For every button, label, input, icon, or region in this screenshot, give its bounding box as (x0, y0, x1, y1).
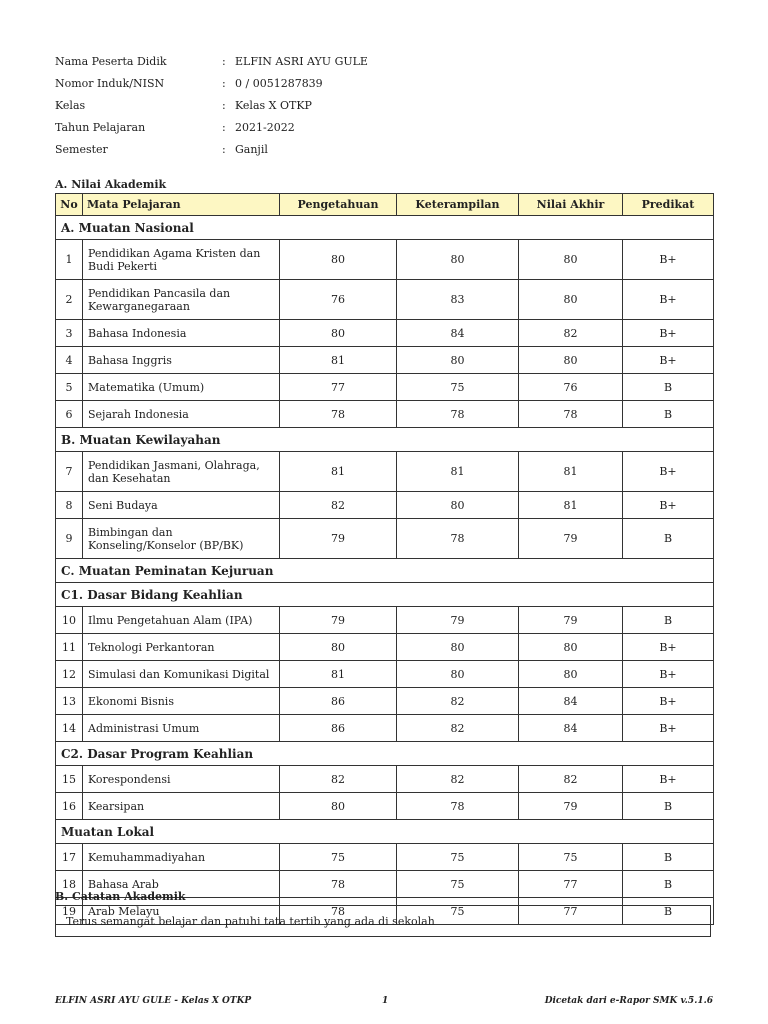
cell-subject: Pendidikan Jasmani, Olahraga, dan Kesehatan (83, 452, 280, 492)
cell-no: 9 (56, 519, 83, 559)
cell-final: 82 (519, 766, 623, 793)
header-skill: Keterampilan (397, 194, 519, 216)
cell-no: 3 (56, 320, 83, 347)
cell-subject: Bahasa Arab (83, 871, 280, 898)
cell-knowledge: 78 (280, 401, 397, 428)
table-group-row (56, 742, 714, 766)
table-group-row (56, 820, 714, 844)
cell-skill: 75 (397, 374, 519, 401)
student-identity (55, 54, 715, 164)
cell-no: 10 (56, 607, 83, 634)
cell-subject: Kearsipan (83, 793, 280, 820)
table-row (56, 401, 714, 428)
cell-predicate: B+ (623, 661, 714, 688)
identity-separator: : (222, 99, 226, 112)
cell-skill: 75 (397, 871, 519, 898)
cell-knowledge: 78 (280, 898, 397, 925)
group-heading: C. Muatan Peminatan Kejuruan (56, 559, 714, 583)
identity-value: 0 / 0051287839 (235, 77, 323, 90)
cell-final: 79 (519, 519, 623, 559)
cell-skill: 75 (397, 844, 519, 871)
cell-knowledge: 81 (280, 452, 397, 492)
cell-no: 4 (56, 347, 83, 374)
cell-knowledge: 82 (280, 492, 397, 519)
table-row (56, 766, 714, 793)
identity-label: Nomor Induk/NISN (55, 77, 165, 90)
cell-final: 79 (519, 607, 623, 634)
table-row (56, 240, 714, 280)
cell-knowledge: 81 (280, 347, 397, 374)
cell-final: 84 (519, 688, 623, 715)
cell-subject: Bimbingan dan Konseling/Konselor (BP/BK) (83, 519, 280, 559)
cell-skill: 82 (397, 715, 519, 742)
cell-predicate: B (623, 898, 714, 925)
cell-subject: Seni Budaya (83, 492, 280, 519)
cell-skill: 78 (397, 793, 519, 820)
cell-final: 78 (519, 401, 623, 428)
identity-row-semester (55, 142, 715, 164)
cell-subject: Matematika (Umum) (83, 374, 280, 401)
header-no: No (56, 194, 83, 216)
cell-no: 8 (56, 492, 83, 519)
cell-knowledge: 80 (280, 320, 397, 347)
cell-skill: 80 (397, 492, 519, 519)
header-final: Nilai Akhir (519, 194, 623, 216)
identity-label: Nama Peserta Didik (55, 55, 167, 68)
identity-value: ELFIN ASRI AYU GULE (235, 55, 368, 68)
group-heading: C2. Dasar Program Keahlian (56, 742, 714, 766)
cell-knowledge: 82 (280, 766, 397, 793)
table-row (56, 280, 714, 320)
cell-skill: 78 (397, 519, 519, 559)
cell-final: 80 (519, 240, 623, 280)
cell-knowledge: 76 (280, 280, 397, 320)
group-heading: A. Muatan Nasional (56, 216, 714, 240)
cell-no: 18 (56, 871, 83, 898)
footer-printed-by: Dicetak dari e-Rapor SMK v.5.1.6 (544, 996, 713, 1006)
cell-knowledge: 77 (280, 374, 397, 401)
cell-predicate: B (623, 519, 714, 559)
cell-subject: Bahasa Inggris (83, 347, 280, 374)
identity-separator: : (222, 77, 226, 90)
table-group-row (56, 583, 714, 607)
cell-skill: 80 (397, 634, 519, 661)
cell-subject: Bahasa Indonesia (83, 320, 280, 347)
cell-predicate: B+ (623, 280, 714, 320)
section-title-academic-grades: A. Nilai Akademik (55, 178, 167, 191)
cell-knowledge: 80 (280, 240, 397, 280)
table-group-row (56, 559, 714, 583)
table-row (56, 844, 714, 871)
cell-subject: Ilmu Pengetahuan Alam (IPA) (83, 607, 280, 634)
cell-final: 80 (519, 280, 623, 320)
table-group-row (56, 216, 714, 240)
identity-row-year (55, 120, 715, 142)
cell-no: 17 (56, 844, 83, 871)
cell-knowledge: 86 (280, 688, 397, 715)
cell-no: 12 (56, 661, 83, 688)
cell-no: 16 (56, 793, 83, 820)
cell-skill: 80 (397, 661, 519, 688)
cell-skill: 75 (397, 898, 519, 925)
cell-skill: 83 (397, 280, 519, 320)
cell-knowledge: 86 (280, 715, 397, 742)
cell-final: 77 (519, 898, 623, 925)
cell-skill: 78 (397, 401, 519, 428)
table-header-row (56, 194, 714, 216)
grades-table-body (56, 216, 714, 925)
table-row (56, 452, 714, 492)
cell-no: 15 (56, 766, 83, 793)
cell-final: 77 (519, 871, 623, 898)
identity-separator: : (222, 121, 226, 134)
group-heading: C1. Dasar Bidang Keahlian (56, 583, 714, 607)
cell-no: 13 (56, 688, 83, 715)
cell-subject: Pendidikan Pancasila dan Kewarganegaraan (83, 280, 280, 320)
cell-final: 79 (519, 793, 623, 820)
cell-no: 1 (56, 240, 83, 280)
identity-value: Ganjil (235, 143, 268, 156)
footer-page-number: 1 (382, 996, 389, 1006)
cell-predicate: B+ (623, 688, 714, 715)
cell-predicate: B (623, 871, 714, 898)
cell-predicate: B+ (623, 634, 714, 661)
identity-label: Kelas (55, 99, 86, 112)
page-footer (55, 996, 713, 1010)
identity-label: Semester (55, 143, 108, 156)
header-predicate: Predikat (623, 194, 714, 216)
header-knowledge: Pengetahuan (280, 194, 397, 216)
identity-separator: : (222, 55, 226, 68)
identity-row-nisn (55, 76, 715, 98)
cell-no: 2 (56, 280, 83, 320)
cell-no: 11 (56, 634, 83, 661)
cell-predicate: B (623, 793, 714, 820)
table-row (56, 492, 714, 519)
cell-final: 80 (519, 347, 623, 374)
cell-predicate: B (623, 374, 714, 401)
cell-final: 75 (519, 844, 623, 871)
cell-knowledge: 81 (280, 661, 397, 688)
cell-final: 82 (519, 320, 623, 347)
cell-subject: Ekonomi Bisnis (83, 688, 280, 715)
identity-separator: : (222, 143, 226, 156)
cell-predicate: B+ (623, 320, 714, 347)
cell-predicate: B+ (623, 492, 714, 519)
cell-skill: 80 (397, 347, 519, 374)
table-row (56, 320, 714, 347)
cell-predicate: B (623, 607, 714, 634)
cell-final: 84 (519, 715, 623, 742)
table-row (56, 519, 714, 559)
identity-row-name (55, 54, 715, 76)
cell-skill: 82 (397, 766, 519, 793)
cell-predicate: B+ (623, 452, 714, 492)
cell-subject: Sejarah Indonesia (83, 401, 280, 428)
cell-predicate: B (623, 401, 714, 428)
cell-knowledge: 75 (280, 844, 397, 871)
table-row (56, 661, 714, 688)
cell-no: 7 (56, 452, 83, 492)
table-row (56, 688, 714, 715)
identity-label: Tahun Pelajaran (55, 121, 146, 134)
table-row (56, 793, 714, 820)
cell-predicate: B+ (623, 766, 714, 793)
table-row (56, 607, 714, 634)
cell-final: 81 (519, 492, 623, 519)
cell-skill: 82 (397, 688, 519, 715)
cell-final: 80 (519, 661, 623, 688)
cell-subject: Arab Melayu (83, 898, 280, 925)
cell-predicate: B+ (623, 240, 714, 280)
cell-skill: 80 (397, 240, 519, 280)
group-heading: Muatan Lokal (56, 820, 714, 844)
cell-no: 19 (56, 898, 83, 925)
identity-value: 2021-2022 (235, 121, 295, 134)
cell-skill: 79 (397, 607, 519, 634)
cell-skill: 81 (397, 452, 519, 492)
cell-knowledge: 79 (280, 607, 397, 634)
cell-no: 5 (56, 374, 83, 401)
cell-knowledge: 80 (280, 634, 397, 661)
table-row (56, 634, 714, 661)
group-heading: B. Muatan Kewilayahan (56, 428, 714, 452)
identity-value: Kelas X OTKP (235, 99, 312, 112)
header-subject: Mata Pelajaran (83, 194, 280, 216)
cell-subject: Administrasi Umum (83, 715, 280, 742)
table-row (56, 374, 714, 401)
cell-final: 80 (519, 634, 623, 661)
footer-student-class: ELFIN ASRI AYU GULE - Kelas X OTKP (55, 996, 252, 1006)
table-row (56, 347, 714, 374)
cell-subject: Korespondensi (83, 766, 280, 793)
cell-subject: Kemuhammadiyahan (83, 844, 280, 871)
cell-skill: 84 (397, 320, 519, 347)
cell-subject: Pendidikan Agama Kristen dan Budi Pekerti (83, 240, 280, 280)
cell-no: 6 (56, 401, 83, 428)
cell-final: 81 (519, 452, 623, 492)
table-group-row (56, 428, 714, 452)
table-row (56, 715, 714, 742)
cell-predicate: B+ (623, 347, 714, 374)
cell-subject: Teknologi Perkantoran (83, 634, 280, 661)
cell-predicate: B (623, 844, 714, 871)
academic-notes-box: Terus semangat belajar dan patuhi tata tertib yang ada di sekolah (55, 905, 711, 937)
cell-final: 76 (519, 374, 623, 401)
cell-predicate: B+ (623, 715, 714, 742)
cell-no: 14 (56, 715, 83, 742)
cell-knowledge: 80 (280, 793, 397, 820)
section-title-academic-notes: B. Catatan Akademik (55, 890, 186, 903)
identity-row-class (55, 98, 715, 120)
grades-table (55, 193, 714, 925)
cell-knowledge: 78 (280, 871, 397, 898)
cell-subject: Simulasi dan Komunikasi Digital (83, 661, 280, 688)
cell-knowledge: 79 (280, 519, 397, 559)
